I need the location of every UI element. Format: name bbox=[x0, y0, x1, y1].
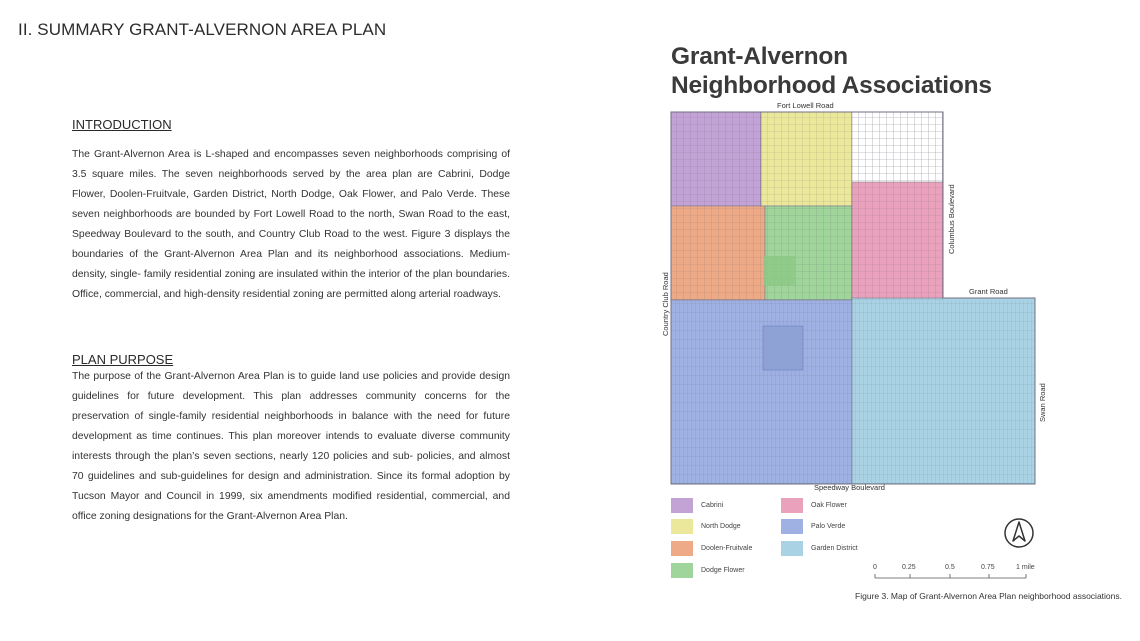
map-title bbox=[671, 42, 992, 100]
map-title-line-2: Neighborhood Associations bbox=[671, 72, 992, 99]
map-title-line-1: Grant-Alvernon bbox=[671, 43, 848, 70]
plan-purpose-heading: PLAN PURPOSE bbox=[72, 352, 174, 367]
legend-swatch bbox=[781, 541, 803, 556]
legend-item: Palo Verde bbox=[781, 519, 845, 534]
legend-swatch bbox=[671, 563, 693, 578]
scale-bar bbox=[868, 560, 1048, 582]
road-label-east: Swan Road bbox=[1038, 383, 1047, 422]
legend-swatch bbox=[671, 519, 693, 534]
park-block bbox=[763, 326, 803, 370]
scale-tick-label: 0 bbox=[873, 564, 877, 571]
school-block bbox=[764, 256, 796, 286]
figure-caption: Figure 3. Map of Grant-Alvernon Area Plan neighborhood associations. bbox=[855, 591, 1122, 601]
legend-swatch bbox=[671, 541, 693, 556]
scale-tick-label: 0.5 bbox=[945, 564, 955, 571]
scale-tick-label: 1 mile bbox=[1016, 564, 1035, 571]
road-label-grant: Grant Road bbox=[969, 287, 1008, 296]
plan-purpose-section bbox=[72, 352, 510, 527]
road-label-south: Speedway Boulevard bbox=[814, 483, 885, 492]
road-label-east-upper: Columbus Boulevard bbox=[947, 184, 956, 254]
legend-item: North Dodge bbox=[671, 519, 741, 534]
section-title: II. SUMMARY GRANT-ALVERNON AREA PLAN bbox=[18, 20, 387, 39]
introduction-heading: INTRODUCTION bbox=[72, 117, 172, 132]
scale-tick-label: 0.25 bbox=[902, 564, 916, 571]
legend-item: Doolen-Fruitvale bbox=[671, 541, 752, 556]
neighborhood-map bbox=[655, 96, 1055, 498]
legend-item: Dodge Flower bbox=[671, 563, 745, 578]
plan-purpose-paragraph: The purpose of the Grant-Alvernon Area Plan is to guide land use policies and provide design guidelines for future development. This plan addresses community concerns for the preservation of single-family residential neighborhoods in balance with the need for future development as time continues. This plan moreover intends to evaluate diverse community interests through the plan’s seven sections, nearly 120 policies and sub- policies, and almost 70 guidelines and sub-guidelines for design and administration. Since its formal adoption by Tucson Mayor and Council in 1999, six amendments modified residential, commercial, and office zoning designations for the Grant-Alvernon Area Plan. bbox=[72, 371, 510, 522]
road-label-west: Country Club Road bbox=[661, 272, 670, 336]
legend-swatch bbox=[781, 519, 803, 534]
north-arrow-icon bbox=[1003, 516, 1035, 550]
scale-tick-label: 0.75 bbox=[981, 564, 995, 571]
legend-swatch bbox=[781, 498, 803, 513]
legend-item: Cabrini bbox=[671, 498, 723, 513]
street-grid-south bbox=[671, 300, 1035, 484]
introduction-section bbox=[72, 117, 510, 305]
road-label-north: Fort Lowell Road bbox=[777, 101, 834, 110]
introduction-paragraph: The Grant-Alvernon Area is L-shaped and encompasses seven neighborhoods comprising of 3.5 square miles. The seven neighborhoods served by the area plan are Cabrini, Dodge Flower, Doolen-Fruitvale, Garden District, North Dodge, Oak Flower, and Palo Verde. These seven neighborhoods are bounded by Fort Lowell Road to the north, Swan Road to the east, Speedway Boulevard to the south, and Country Club Road to the west. Figure 3 displays the boundaries of the Grant-Alvernon Area Plan and its neighborhood associations. Medium-density, single- family residential zoning are insulated within the interior of the plan boundaries. Office, commercial, and high-density residential zoning are permitted along arterial roadways. bbox=[72, 149, 510, 300]
legend-item: Garden District bbox=[781, 541, 858, 556]
legend-swatch bbox=[671, 498, 693, 513]
legend-item: Oak Flower bbox=[781, 498, 847, 513]
street-grid-northeast bbox=[852, 112, 943, 182]
